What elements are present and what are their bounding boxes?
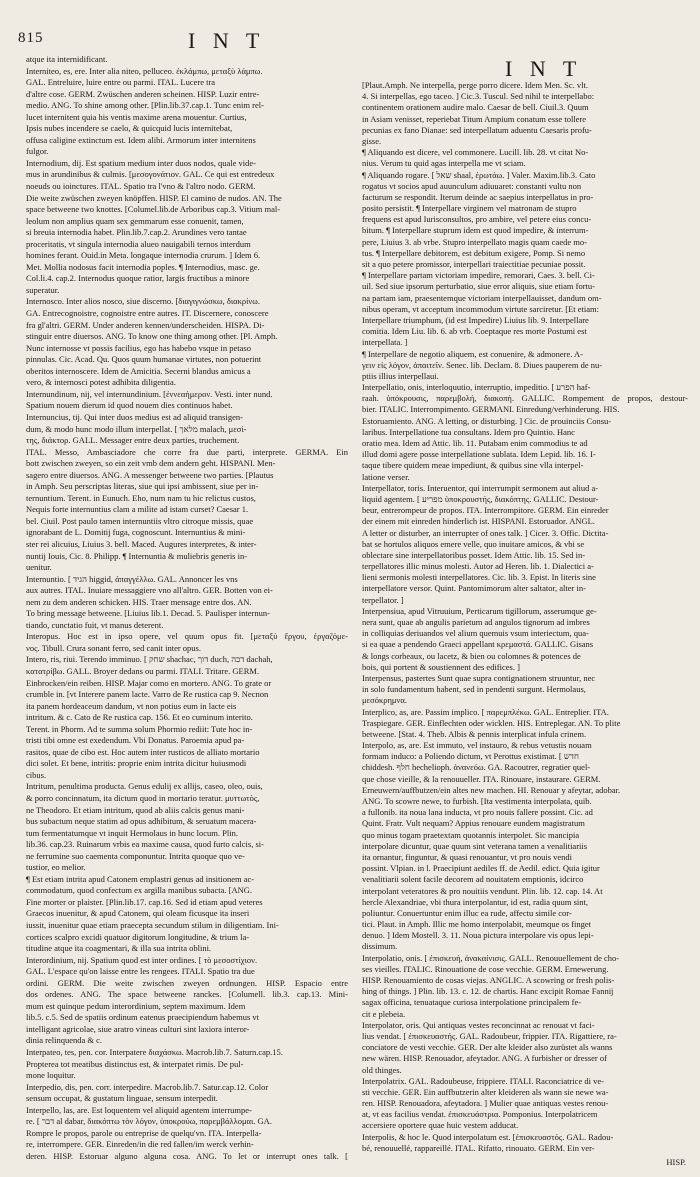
right-column-line: si ea quae a pendendo Graeci appellant κρεμαστά. GALLIC. Gisans [362,639,594,650]
right-column-line: at, vt eas facilius vendat. ἐπισκευάστρια. Pomponius. Interpolatricem [362,1109,598,1120]
left-column-line: ternuntium. Terent. in Eunuch. Eho, num nam tu hic relictus custos, [26,492,256,503]
left-column-line: Interpedio, dis, pen. corr. interpedire. Macrob.lib.7. Satur.cap.12. Color [26,1081,269,1092]
left-column-line: si breuia internodia habet. Plin.lib.7.cap.2. Arundines vero tantae [26,227,247,238]
left-column-line: Met. Mollia nodosus facit internodia poples. ¶ Internodius, masc. ge. [26,261,260,272]
left-column-line: mum est quinque pedum interordinium, septem maximum. Idem [26,1000,246,1011]
left-column-line: & porro concinnatum, ita dictum quod in mortario teratur. μυττωτὸς, [26,793,260,803]
left-column-line: bus subactum neque statim ad opus adhibitum, & seruatum macera- [26,816,257,827]
left-column-line: rasitos, quae de cibo est. Hoc autem inter rusticos de alliato mortario [26,746,260,757]
left-column-line: superatur. [26,284,60,295]
right-column-line: ses vieilles. ITALIC. Rinouatione de cose vecchie. GERM. Ernewerung. [362,963,609,974]
left-column-line: tum fermentatumque vt inquit Hermolaus in hunc locum. Plin. [26,827,238,838]
right-column-line: Interplico, as, are. Passim implico. [ παρεμπλέκω. GAL. Entreplier. ITA. [362,706,609,717]
right-column-line: betweene. [Stat. 4. Theb. Albis & pennis interplicat infula crinem. [362,728,587,739]
right-column-line: latione verser. [362,471,410,482]
left-column-line: dum, & modo hunc modo illum interpellat. [ מלאך malach, μεσί- [26,423,247,434]
right-column-line: in Asiam venisset, reperiebat Titum Ampium conatum esse tollere [362,113,587,124]
left-column-line: fra gl'altri. GERM. Under anderen kennen/underscheiden. HISPA. Di- [26,319,265,330]
right-column-line: hercle Alexandriae, vbi thura interpolantur, id est, radia quum sint, [362,896,589,907]
right-column-line: ¶ Interpellare de negotio aliquem, est conuenire, & admonere. A- [362,348,583,359]
left-column-line: Interordinium, nij. Spatium quod est inter ordines. [ τὸ μεσοστίχιον. [26,954,258,965]
right-column-line: bat se hortulos aliquos emere velle, quo inuitare amicos, & vbi se [362,538,585,549]
right-column-line: sagax officina, tenuataque curiosa interpolatione principalem fe- [362,997,582,1008]
left-column-line: νος. Tibull. Crura sonant ferro, sed canit inter opus. [26,642,201,653]
left-column-line: offusa caligine extinctum est. Idem alibi. Armorum inter internitens [26,134,256,145]
right-column-line: frequens est apud Iurisconsultos, pro ambire, vel petere eius concu- [362,214,592,225]
left-column [26,54,348,1166]
right-column-line: hing of things. ] Plin. lib. 13. c. 12. de chartis. Hanc excipit Romae Fannij [362,986,614,997]
left-column-line: noeuds ou ioinctures. ITAL. Spatio tra l'vno & l'altro nodo. GERM. [26,181,256,192]
left-column-line: tustior, eo melior. [26,862,86,873]
right-column-line: Interpolis, & hoc le. Quod interpolatum est. [ἐπισκευαστός. GAL. Radou- [362,1131,614,1142]
right-column-line: ren. HISP. Renouadora, afeytadora. ] Mulier quae antiquas vestes renou- [362,1098,609,1109]
right-column-line: Interpensus, pastertes Sunt quae supra contignationem struuntur, nec [362,672,596,683]
left-column-line: Internuncius, tij. Qui inter duos medius est ad aliquid transigen- [26,411,243,422]
right-column-line: tici. Plaut. in Amph. Illic me homo interpolabit, meumque os finget [362,919,591,930]
right-column-line: ita ornantur, finguntur, & quasi renouantur, vt pro nouis vendi [362,851,573,862]
right-column-line: Interpolator, oris. Qui antiquas vestes reconcinnat ac renouat vt faci- [362,1019,595,1030]
right-column-line: bé, renouuellé, rappareillé. ITAL. Rifatto, rinouato. GERM. Ein ver- [362,1142,595,1153]
right-column-line: oratio mea. Idem ad Attic. lib. 11. Putabam enim commodius te ad [362,438,588,448]
right-column-line: old thinges. [362,1064,402,1075]
left-column-line: mone loquitur. [26,1070,76,1081]
right-column-line: A letter or disturber, an interrupter of ones talk. ] Cicer. 3. Offic. Dictita- [362,527,609,538]
left-column-line: Ipsis nubes incendere se caelo, & quicquid lucis internitebat, [26,123,233,134]
running-head-left: I N T [188,28,266,53]
right-column-line: possint. Vlpian. in l. Praecipiunt aediles ff. de Aedil. edict. Quia igitur [362,863,600,874]
left-column-line: ITAL. Messo, Ambasciadore che corre fra due parti, interprete. GERMA. Ein [26,446,348,457]
left-column-line: Die weite zwüschen zweyen knöpffen. HISP. El camino de nudos. AN. The [26,192,282,203]
right-column-line: poliuntur. Conuertuntur enim illuc ea rude, affectu simile cor- [362,907,572,918]
left-column-line: Propterea tot meatibus distinctus est, & interpatet rimis. De pul- [26,1058,244,1069]
left-column-line: ne Theodoro. Et etiam intritum, quod ab aliis calcis genus mani- [26,804,245,815]
right-column-line: cit e plebeia. [362,1008,406,1019]
left-column-line: in Amph. Seu perscriptas literas, siue qui ipsi ambissent, siue per in- [26,481,259,492]
left-column-line: Intritum, penultima producta. Genus edulij ex allijs, caseo, oleo, ouis, [26,781,263,792]
left-column-line: intritum. & c. Cato de Re rustica cap. 156. Et eo cuminum interito. [26,712,253,723]
left-column-line: leolum non amplius quam sex gemmarum esse conuenit, tamen, [26,215,244,226]
left-column-line: uenitur. [26,562,52,573]
right-column-line: posito persistit. ¶ Interpellare virginem vel matronam de stupro [362,203,577,214]
left-column-line: d'altre cose. GERM. Zwüschen anderen scheinen. HISP. Luzir entre- [26,88,260,99]
right-column-line: [Plaut.Amph. Ne interpella, perge porro dicere. Idem Men. Sc. vlt. [362,80,588,90]
right-column-line: bois, qui portent & soustiennent des edifices. ] [362,661,520,672]
right-column-line: Estoruamiento. ANG. A letting, or disturbing. ] Cic. de prouinciis Consu- [362,415,612,426]
catchword: HISP. [666,1157,686,1167]
right-column-line: Interpensiua, apud Vitruuium, Perticarum tigillorum, asserumque ge- [362,605,597,616]
right-column-line: pere, Liuius 3. ab vrbe. Stupro interpellato magis quam caede mo- [362,236,587,247]
left-column-line: aux autres. ITAL. Inuiare messaggiere vno all'altro. GER. Botten von ei- [26,585,273,596]
left-column-line: ignorabant de L. Domitij fuga, cognoscunt. Internuntius & mini- [26,527,246,538]
left-column-line: re, interrompere. GER. Einreden/in die red fallen/im werck verhin- [26,1139,254,1150]
left-column-line: Interpateo, tes, pen. cor. Interpatere διαχάσκω. Macrob.lib.7. Saturn.cap.15. [26,1047,283,1058]
left-column-line: dos ordenes. ANG. The space betweene ranckes. [Columell. lib.3. cap.13. Mini- [26,989,348,1000]
left-column-line: GAL. L'espace qu'on laisse entre les rengees. ITALI. Spatio tra due [26,966,255,977]
right-column-line: μεσόκρημνα. [362,695,407,706]
right-column-line: liquid agentem. [ מפריע ὑποκρουστής, διακόπτης. GALLIC. Destour- [362,493,599,504]
right-column-line: que chose vieille, & la renouueller. ITA. Rinouare, instaurare. GERM. [362,773,601,784]
right-column-line: lius vendat. [ ἐπισκευαστής. GAL. Radoubeur, frippier. ITA. Rigattiere, ra- [362,1030,617,1041]
left-column-line: tiando, cunctatio fuit, vt manus deterent. [26,619,164,630]
right-column-line: formam induco: a Poliendo dictum, vt Perottus existimat. [ חדש [362,751,579,762]
right-column-line: nera sunt, quae ab angulis parietum ad angulos tignorum ad imbres [362,617,590,627]
right-column-line: dissimum. [362,941,398,952]
right-column-line: interpolant veteratores & pro nouitiis vendunt. Plin. lib. 12. cap. 14. At [362,885,603,896]
left-column-line: titudine atque ita coagmentari, & illa sua intrita oblini. [26,943,212,954]
right-column-line: ¶ Interpellare partam victoriam impedire, remorari, Caes. 3. bell. Ci- [362,270,595,281]
left-column-line: dici solet. Et bene, intritis: proprie enim intrita dicitur huiusmodi [26,758,247,769]
right-column-line: in colliquias deriuandos vel alium quemuis vsum interiectum, qua- [362,628,589,639]
left-column-line: Rompre le propos, parole ou entreprise de quelqu'vn. ITA. Interpella- [26,1127,262,1138]
right-column-line: Interpolatrix. GAL. Radoubeuse, frippiere. ITALI. Raconciatrice di ve- [362,1075,604,1086]
left-column-line: space betweene two knottes. [Columel.lib.de Arboribus cap.3. Vitium mal- [26,204,281,215]
left-column-line: commodatum, quod confectum ex argilla manibus subacta. [ANG. [26,885,252,896]
left-column-line: Interpello, las, are. Est loquentem vel aliquid agentem interrumpe- [26,1104,252,1115]
right-column-line: illud domi agere posse interpellatione sublata. Idem Lepid. lib. 16. I- [362,449,596,460]
right-column-line: in solo fundamentum habent, sed in pendenti surgunt. Hermolaus, [362,684,586,695]
running-head-right: I N T [505,56,583,81]
left-column-line: atque ita internidificant. [26,54,108,64]
left-column-line: της, διάκτορ. GALL. Messager entre deux parties, truchement. [26,435,240,446]
right-column-line: interpellatore versor. Quint. Pantomimorum alter saltator, alter in- [362,583,586,594]
right-column-line: continentem orationem audire malo. Caesar de bell. Ciuil.3. Quum [362,102,589,113]
right-column-line: Quint. Fratr. Vult nequam? Appius renouare eundem magistratum [362,818,585,829]
right-column-line: Traspiegare. GER. Einflechten oder wicklen. HIS. Entreplegar. AN. To plite [362,717,621,728]
right-column-line: ¶ Aliquando est dicere, vel commonere. Lucill. lib. 28. vt citat No- [362,147,589,158]
right-column-line: a fullonib. ita noua lana inducta, vt pro nouis fallere possint. Cic. ad [362,807,593,818]
right-column-line: taque tibere quidem meae impediunt, & quibus sine vlla interpel- [362,460,584,471]
left-column-line: homines ferant. Ouid.in Meta. longaque internodia crurum. ] Idem 6. [26,250,261,261]
right-column-line: Interpolatio, onis. [ ἐπισκευή, ἀνακαίνισις. GALL. Renouuellement de cho- [362,952,620,963]
left-column-line: deren. HISP. Estoruar alguno alguna cosa. ANG. To let or interrupt ones talk. [ [26,1150,348,1161]
right-column-line: lieni sermonis molesti interpellatores. Cic. lib. 3. Epist. In literis sine [362,572,596,583]
right-column-line: HISP. Renouamiento de cosas viejas. ANGLIC. A scowring or fresh polis- [362,975,615,985]
right-column-line: uil. Sed siue ipsorum perturbatio, siue error aliquis, siue etiam fortu- [362,281,595,292]
right-column-line: gisse. [362,135,382,146]
right-column-line: nibus operam, vt acceptum incommodum virtute sarciretur. [Et etiam: [362,303,599,314]
right-column-line: raah. ὑπόκρουσις, παρεμβολή, διακοπή. GALLIC. Rompement de propos, destour- [362,393,688,404]
right-column-line: der einem mit einreden hinderlich ist. HISPANI. Estoruador. ANGL. [362,516,595,527]
right-column-line: Erneuwern/auffbutzen/ein altes new machen. HI. Renouar y afeytar, adobar. [362,784,621,795]
left-column-line: ster rei alicuius, Liuius 3. bell. Maced. Augures interpretes, & inter- [26,538,257,549]
left-column-line: fulgor. [26,146,49,157]
left-column-line: sagero entre diuersos. ANG. A messenger betweene two parties. [Plautus [26,469,274,480]
right-column-line: Interpellator, toris. Interuentor, qui interrumpit sermonem aut aliud a- [362,482,599,493]
right-column-line: sit a quo petere promissor, interpellari traiectitiae pecuniae possit. [362,259,586,269]
right-column-line: accersiere oportere quae huic vestem adducat. [362,1120,519,1131]
right-column-line: sti vecchie. GER. Ein auffbutzerin alter kleideren als wann sie newe wa- [362,1086,609,1097]
left-column-line: ordini. GERM. Die weite zwischen zweyen ordnungen. HISP. Espacio entre [26,977,348,988]
right-column-line: new wären. HISP. Renouador, afeytador. ANG. A furbisher or dresser of [362,1053,607,1064]
left-column-line: tristi tibi omne est exedendum. Vbi Donatus. Paroemia apud pa- [26,735,245,746]
right-column-line: Interpellare triumphum, (id est Impedire) Liuius lib. 9. Interpellare [362,314,589,325]
left-column-line: iussit, inuenitur quae etiam praecepta secundum stilum in diligentiam. Ini- [26,920,279,931]
right-column-line: venalitiarii solent facile decorem ad nouitatem emptionis, idcirco [362,874,584,885]
right-column-line: bitum. ¶ Interpellare stuprum idem est quod impedire, & interrum- [362,225,589,236]
right-column-line: laribus. Interpellatione tua consultans. Idem pro Quintio. Hanc [362,426,575,437]
page-number: 815 [18,30,44,46]
left-column-line: nuntij Iouis, Cic. 8. Philipp. ¶ Internuntia & muliebris generis in- [26,550,248,561]
left-column-line: stinguir entre diuersos. ANG. To know one thing among other. [Pl. Amph. [26,331,278,342]
left-column-line: Nequis forte internuntius clam a milite ad istam curset? Caesar 1. [26,504,249,515]
left-column-line: Nunc internosse vt possis facilius, ego has habebo vsque in petaso [26,342,251,353]
left-column-line: ¶ Est etiam intrita apud Catonem emplastri genus ad insitionem ac- [26,873,255,884]
left-column-line: lucet internitent quia his ventis maxime arena mouentur. Curtius, [26,111,247,122]
left-column-line: sensum occupat, & gustatum linguae, sensum interpedit. [26,1093,218,1104]
left-column-line: Internundinum, nij, vel internundinium. [ἐννεαήμερον. Vesti. inter nund. [26,388,273,399]
left-column-line: Internodium, dij. Est spatium medium inter duos nodos, quale vide- [26,157,256,168]
left-column-line: Terent. in Phorm. Ad te summa solum Phormio rediit: Tute hoc in- [26,723,253,734]
right-column-line: & longs corbeaux, ou lacetz, & bien ou colomnes & potences de [362,650,581,661]
right-column-line: ¶ Aliquando rogare. [ שאל shaal, ἐρωτάω. ] Valer. Maxim.lib.3. Cato [362,169,596,180]
right-column-line: bier. ITALIC. Interrompimento. GERMANI. Einredung/verhinderung. HIS. [362,404,620,415]
left-column-line: cibus. [26,769,47,780]
left-column-line: Interniteo, es, ere. Inter alia niteo, pelluceo. ἐκλάμπω, μεταξὺ λάμπω. [26,65,263,76]
left-column-line: bott zwischen zweyen, so ein zeit vmb dem andern geht. HISPANI. Men- [26,458,276,469]
left-column-line: proceritatis, vt singula internodia alueo nauigabili ternos interdum [26,238,251,249]
left-column-line: ita panem hordeaceum dandum, vt non potius eum in lacte eis [26,700,237,711]
right-column-line: terpellator. ] [362,594,404,605]
right-column-line: Interpellatio, onis, interloquutio, interruptio, impeditio. [ הפרע haf- [362,382,591,393]
right-column-line: nius. Verum tu quid agas interpella me vt sciam. [362,158,526,169]
left-column-line: Intero, ris, riui. Terendo imminuo. [ שחק shachac, דוך duch, דכה dachah, [26,654,273,665]
left-column-line: Fine morter or plaister. [Plin.lib.17. cap.16. Sed id etiam apud veteres [26,896,263,907]
left-column-line: GAL. Entreluire, luire entre ou parmi. ITAL. Lucere tra [26,77,216,88]
right-column-line: interpolare dicuntur, quae quum sint veterana tamen a venalitiariis [362,840,588,851]
right-column-line: rogatus vt socios apud auunculum adiuuaret: constanti vultu non [362,180,582,191]
right-column-line: comitia. Idem Liu. lib. 6. ab vrb. Coeptaque res morte Postumi est [362,326,587,337]
right-column-line: tus. ¶ Interpellare debitorem, est debitum exigere, Pomp. Si nemo [362,247,586,258]
left-column-line: pinnulas. Cic. Acad. Qu. Quos quum humanae virtutes, non potuerint [26,354,262,365]
right-column-line: quo minus togam praetextam quotannis interpolet. Sic mancipia [362,829,580,840]
left-column-line: vero, & internosci potest adhibita diligentia. [26,377,176,388]
left-column-line: re. [ דבר al dabar, διακόπτω τὸν λόγον, ὑποκρούω, παρεμβάλλομαι. GA. [26,1116,272,1127]
right-column-line: pecunias ex fano Dianae: sed interpellatum aduentu Caesaris profu- [362,124,592,135]
left-column-line: intelligant agricolae, siue aratro vineas culturi sint laxiora interor- [26,1023,250,1034]
right-column-line: conciatore de vesti vecchie. GER. Der alte kleider also zurüstet als wanns [362,1042,613,1053]
left-column-line: κατατρίβω. GALL. Broyer dedans ou parmi. ITALI. Tritare. GERM. [26,665,260,676]
left-column-line: oberitos internoscere. Idem de Amicitia. Secerni blandus amicus a [26,365,251,376]
right-column-line: Interpolo, as, are. Est immuto, vel instauro, & rebus vetustis nouam [362,740,592,751]
left-column-line: mus in arundinibus & culmis. [μεσογονάτιον. GAL. Ce qui est entredeux [26,169,275,180]
left-column-line: Internuntio. [ הגיד higgid, ἀπαγγέλλω. GAL. Annoncer les vns [26,573,238,584]
right-column-line: facturum se respondit. Iterum deinde ac saepius interpellatus in pro- [362,191,594,202]
left-column-line: crumble in. [vt Interere panem lacte. Varro de Re rustica cap 9. Necnon [26,689,269,700]
left-column-line: cortices scalpro excidi quatuor digitorum longitudine, & trium la- [26,931,250,942]
left-column-line: Graecos inuenitur, & apud Catonem, qui oleam ficusque ita inseri [26,908,250,919]
right-column-line: ptiis illius interpellaui. [362,370,439,381]
left-column-line: To bring message betweene. [Liuius lib.1. Decad. 5. Paulisper internun- [26,608,270,619]
left-column-line: Einbrocken/ein reiben. HISP. Majar como en mortero. ANG. To grate or [26,677,272,688]
left-column-line: Col.li.4. cap.2. Internodus quoque ratior, largis fructibus a minore [26,273,250,284]
right-column-line: interpellata. ] [362,337,408,348]
right-column-line: ANG. To scowre newe, to furbish. [Ita vestimenta interpolata, quib. [362,796,592,806]
right-column-line: γειν εἰς λόγον, ἀπαιτεῖν. Senec. lib. Declam. 8. Diues pauperem de nu- [362,359,603,370]
left-column-line: Interopus. Hoc est in ipso opere, vel quum opus fit. [μεταξὺ ἔργου, ἐργαζόμε- [26,631,348,642]
right-column-line: oblectare sine interpellatoribus posset. Idem Attic. lib. 15. Sed in- [362,549,586,560]
left-column-line: dinia relinquenda & c. [26,1035,103,1046]
right-column-line: na partam iam, praesentemque victoriam interpellauisset, dandum om- [362,292,602,303]
left-column-line: lib.36. cap.23. Ruinarum vrbis ea maxime causa, quod furto calcis, si- [26,839,264,850]
left-column-line: Internosco. Inter alios nosco, siue discerno. [διαγιγνώσκω, διακρίνω. [26,296,260,307]
left-column-line: medio. ANG. To shine among other. [Plin.lib.37.cap.1. Tunc enim rel- [26,100,264,111]
right-column-line: beur, entrerompeur de propos. ITA. Interrompitore. GERM. Ein einreder [362,505,609,516]
left-column-line: bel. Ciuil. Post paulo tamen internuntiis vltro citroque missis, quae [26,515,254,526]
left-column-line: GA. Entrecognoistre, cognoistre entre autres. IT. Discernere, conoscere [26,308,269,319]
left-column-line: ne ferrumine suo caementa componuntur. Intrita quoque quo ve- [26,850,245,861]
right-column-line: terpellatores illic minus molesti. Autor ad Heren. lib. 1. Dialectici a- [362,561,594,572]
left-column-line: Spatium nouem dierum id quod nouem dies continuos habet. [26,400,233,411]
right-column [362,80,688,1158]
right-column-line: 4. Si interpellas, ego taceo. ] Cic.3. Tuscul. Sed nihil te interpellabo: [362,91,595,102]
right-column-line: denuo. ] Idem Mostell. 3. 11. Noua pictura interpolare vis opus lepi- [362,930,594,941]
left-column-line: lib.5. c.5. Sed de spatiis ordinum eatenus praecipiendum habemus vt [26,1012,259,1023]
left-column-line: nem zu dem anderen schicken. HIS. Traer mensage entre dos. AN. [26,596,252,607]
right-column-line: chiddesh. חלף hechelioph. ἀνανεόω. GA. Racoutrer, regratier quel- [362,762,591,773]
